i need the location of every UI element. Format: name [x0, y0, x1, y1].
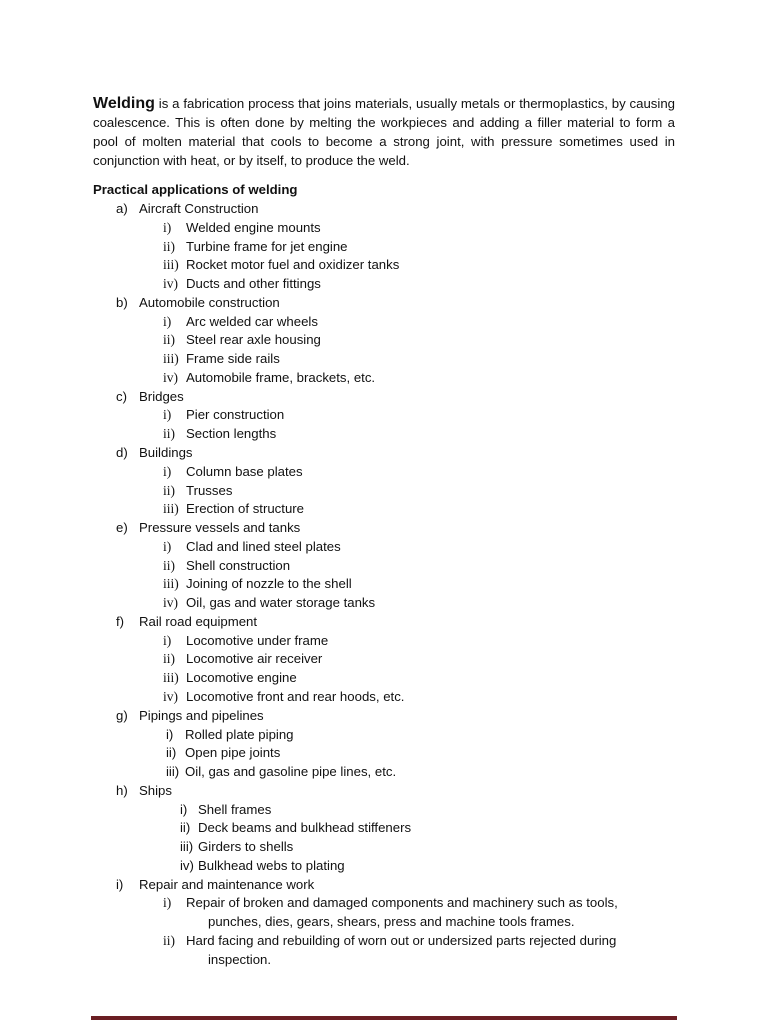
item-text: Bulkhead webs to plating	[198, 857, 345, 873]
item-marker: ii)	[163, 332, 175, 348]
item-marker: iv)	[163, 595, 178, 611]
item-marker: ii)	[163, 557, 175, 573]
item-text: Rolled plate piping	[185, 726, 294, 742]
item-marker: iii)	[163, 351, 179, 367]
item-text: Hard facing and rebuilding of worn out or undersized parts rejected during	[186, 933, 617, 949]
item-text: Locomotive engine	[186, 670, 297, 686]
item-text: Pier construction	[186, 407, 285, 423]
item-text: Steel rear axle housing	[186, 332, 321, 348]
item-marker: ii)	[163, 933, 175, 949]
intro-text: is a fabrication process that joins materials, usually metals or thermoplastics, by causing coalescence. This is often done by melting the workpieces and adding a filler material to form a pool of molten material that cools to become a strong joint, with pressure sometimes used in conjunction with heat, or by itself, to produce the weld.	[93, 96, 675, 168]
footer-rule	[91, 1016, 677, 1020]
section-marker: e)	[116, 520, 128, 536]
item-marker: i)	[163, 895, 172, 911]
item-text: Ducts and other fittings	[186, 276, 321, 292]
item-text: Locomotive air receiver	[186, 651, 323, 667]
item-marker: iv)	[180, 857, 194, 873]
item-marker: i)	[163, 313, 172, 329]
item-text: Rocket motor fuel and oxidizer tanks	[186, 257, 400, 273]
item-text: Column base plates	[186, 463, 303, 479]
section-label: Repair and maintenance work	[139, 876, 315, 892]
item-marker: ii)	[180, 820, 191, 836]
section-marker: f)	[116, 613, 125, 629]
item-text: Frame side rails	[186, 351, 280, 367]
section-marker: c)	[116, 388, 127, 404]
item-text-continuation: punches, dies, gears, shears, press and machine tools frames.	[208, 914, 575, 930]
item-text: Open pipe joints	[185, 745, 281, 761]
section-marker: i)	[116, 876, 124, 892]
section-label: Pressure vessels and tanks	[139, 520, 301, 536]
section-marker: h)	[116, 782, 128, 798]
item-text: Oil, gas and water storage tanks	[186, 595, 376, 611]
section-marker: d)	[116, 445, 128, 460]
item-text: Arc welded car wheels	[186, 313, 318, 329]
item-marker: ii)	[163, 426, 175, 442]
item-marker: iv)	[163, 369, 178, 385]
item-marker: ii)	[163, 482, 175, 498]
item-text: Welded engine mounts	[186, 219, 321, 235]
item-text: Repair of broken and damaged components and machinery such as tools,	[186, 895, 618, 911]
item-text: Turbine frame for jet engine	[186, 238, 348, 254]
item-marker: i)	[163, 219, 172, 235]
section-heading: Practical applications of welding	[93, 182, 298, 197]
section-marker: b)	[116, 294, 128, 310]
section-label: Rail road equipment	[139, 613, 258, 629]
item-text: Erection of structure	[186, 501, 305, 517]
item-marker: iv)	[163, 276, 178, 292]
item-text: Shell construction	[186, 557, 291, 573]
section-label: Ships	[139, 782, 172, 798]
section-marker: a)	[116, 201, 128, 216]
section-label: Bridges	[139, 388, 184, 404]
item-text: Clad and lined steel plates	[186, 538, 341, 554]
item-text: Locomotive under frame	[186, 632, 329, 648]
item-text: Shell frames	[198, 801, 272, 817]
item-marker: i)	[163, 538, 172, 554]
item-marker: i)	[163, 463, 172, 479]
intro-paragraph	[93, 94, 675, 170]
item-marker: i)	[163, 407, 172, 423]
item-text: Girders to shells	[198, 839, 294, 855]
item-text-continuation: inspection.	[208, 951, 272, 967]
section-label: Pipings and pipelines	[139, 707, 264, 723]
item-marker: iv)	[163, 689, 178, 705]
item-text: Automobile frame, brackets, etc.	[186, 369, 376, 385]
item-text: Joining of nozzle to the shell	[186, 576, 352, 592]
item-marker: iii)	[166, 764, 180, 780]
item-marker: iii)	[180, 839, 194, 855]
item-marker: iii)	[163, 576, 179, 592]
item-marker: i)	[180, 801, 188, 817]
item-marker: iii)	[163, 257, 179, 273]
section-label: Automobile construction	[139, 294, 280, 310]
item-marker: i)	[163, 632, 172, 648]
item-marker: ii)	[166, 745, 177, 761]
item-marker: iii)	[163, 670, 179, 686]
section-label: Buildings	[139, 445, 193, 460]
item-marker: i)	[166, 726, 174, 742]
item-marker: ii)	[163, 651, 175, 667]
item-marker: ii)	[163, 238, 175, 254]
section-label: Aircraft Construction	[139, 201, 259, 216]
item-marker: iii)	[163, 501, 179, 517]
item-text: Section lengths	[186, 426, 277, 442]
item-text: Locomotive front and rear hoods, etc.	[186, 689, 405, 705]
item-text: Oil, gas and gasoline pipe lines, etc.	[185, 764, 397, 780]
item-text: Deck beams and bulkhead stiffeners	[198, 820, 412, 836]
section-marker: g)	[116, 707, 128, 723]
item-text: Trusses	[186, 482, 233, 498]
intro-term: Welding	[93, 95, 155, 112]
